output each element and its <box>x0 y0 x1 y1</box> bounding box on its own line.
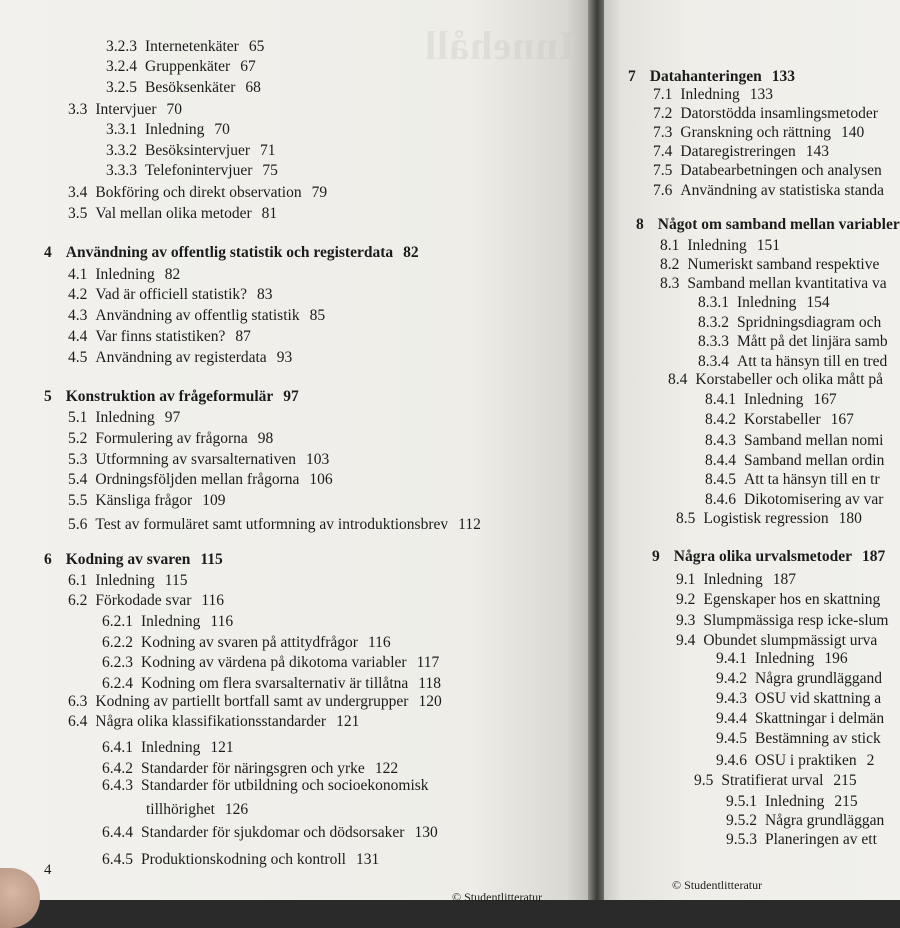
toc-entry-title: Bestämning av stick <box>755 730 881 747</box>
toc-entry-number: 5.3 <box>68 451 88 468</box>
toc-entry-page: 70 <box>166 101 182 118</box>
toc-entry-page: 120 <box>418 693 442 710</box>
toc-entry <box>106 79 261 97</box>
toc-entry-title: Utformning av svarsalternativen <box>95 451 296 468</box>
toc-entry-title: Inledning <box>744 391 804 408</box>
toc-entry <box>636 216 900 234</box>
toc-entry-number: 5.6 <box>68 516 88 533</box>
toc-entry <box>705 452 894 470</box>
toc-entry-title: Egenskaper hos en skattning <box>703 591 881 608</box>
toc-entry-number: 6.2.1 <box>102 613 133 630</box>
toc-entry <box>676 612 899 630</box>
toc-entry <box>102 824 438 842</box>
ghost-heading: Innehåll <box>424 23 575 68</box>
toc-entry-title: Datahanteringen <box>649 68 762 85</box>
toc-entry-page: 81 <box>261 205 278 222</box>
toc-entry-number: 9.5.2 <box>726 812 757 829</box>
toc-entry <box>653 105 888 123</box>
toc-entry-title: Att ta hänsyn till en tr <box>744 471 880 488</box>
toc-entry <box>68 492 225 510</box>
toc-entry-title: Inledning <box>737 294 797 311</box>
toc-entry-page: 115 <box>200 551 223 568</box>
toc-entry-title: Numeriskt samband respektive <box>687 256 880 273</box>
toc-entry-number: 6.2.4 <box>102 675 133 692</box>
footer-publisher: © Studentlitteratur <box>672 878 763 892</box>
toc-entry-title: Spridningsdiagram och <box>737 314 882 331</box>
toc-entry-page: 70 <box>214 121 230 138</box>
toc-entry-number: 8.1 <box>660 237 680 254</box>
toc-entry <box>694 772 857 790</box>
toc-entry-number: 6.4.3 <box>102 777 133 794</box>
toc-entry-title: Kodning om flera svarsalternativ är tillåtna <box>141 675 409 692</box>
toc-entry-number: 4.2 <box>68 286 88 303</box>
toc-entry-title: Slumpmässiga resp icke-slum <box>703 612 889 629</box>
toc-entry-number: 3.3.3 <box>106 162 137 179</box>
toc-entry-title: Dataregistreringen <box>680 143 796 160</box>
toc-entry-title: Standarder för näringsgren och yrke <box>141 760 365 777</box>
toc-entry-title: Samband mellan kvantitativa va <box>687 275 887 292</box>
toc-entry-page: 83 <box>257 286 273 303</box>
toc-entry <box>716 730 891 748</box>
toc-entry <box>68 451 329 469</box>
toc-entry <box>652 548 885 566</box>
toc-entry <box>660 275 897 293</box>
toc-entry-page: 187 <box>772 571 797 588</box>
toc-entry-page: 154 <box>806 294 830 311</box>
toc-entry-number: 7.2 <box>653 105 673 122</box>
toc-entry <box>628 68 795 86</box>
toc-entry-number: 8.4.5 <box>705 471 736 488</box>
toc-entry-title: Kodning av partiellt bortfall samt av undergrupper <box>95 693 409 710</box>
toc-entry <box>102 777 439 795</box>
toc-entry <box>716 690 891 708</box>
toc-entry-number: 9.4.2 <box>716 670 747 687</box>
toc-entry-page: 140 <box>841 124 865 141</box>
toc-entry-title: Inledning <box>703 571 763 588</box>
toc-entry-title: Kodning av svaren på attitydfrågor <box>141 634 358 651</box>
toc-entry-title: Korstabeller och olika mått på <box>695 371 884 388</box>
toc-entry-number: 9.4.6 <box>716 752 747 769</box>
toc-entry-number: 6.4.4 <box>102 824 133 841</box>
toc-entry <box>716 650 848 668</box>
toc-entry <box>68 693 442 711</box>
toc-entry-title: Inledning <box>95 266 155 283</box>
toc-entry-number: 5.4 <box>68 471 88 488</box>
toc-entry-number: 3.3 <box>68 101 88 118</box>
toc-entry-title: Inledning <box>680 86 740 103</box>
toc-entry <box>676 632 887 650</box>
toc-entry-number: 8.3 <box>660 275 680 292</box>
toc-entry-number: 6.4 <box>68 713 88 730</box>
toc-entry-title: Inledning <box>765 793 825 810</box>
toc-entry-title: Gruppenkäter <box>145 58 231 75</box>
toc-entry-title: Internetenkäter <box>145 38 239 55</box>
toc-entry-page: 79 <box>311 184 328 201</box>
toc-entry-number: 8.4 <box>668 371 688 388</box>
toc-entry-page: 97 <box>164 409 181 426</box>
toc-entry <box>102 760 398 778</box>
toc-entry-title: Samband mellan nomi <box>744 432 884 449</box>
toc-entry <box>106 121 230 139</box>
toc-entry-title: Samband mellan ordin <box>744 452 885 469</box>
toc-entry-page: 215 <box>834 793 858 810</box>
toc-entry-page: 112 <box>458 516 481 533</box>
toc-entry <box>68 516 481 534</box>
toc-entry <box>68 572 187 590</box>
toc-entry-page: 106 <box>309 471 333 488</box>
toc-entry <box>68 349 292 367</box>
toc-entry <box>68 266 180 284</box>
toc-entry-title: OSU i praktiken <box>755 752 857 769</box>
toc-entry-page: 122 <box>374 760 399 777</box>
toc-entry-number: 9.4.5 <box>716 730 747 747</box>
toc-entry <box>660 237 780 255</box>
toc-entry <box>44 244 419 262</box>
toc-entry-title: Logistisk regression <box>703 510 829 527</box>
toc-entry-number: 9.3 <box>676 612 696 629</box>
toc-entry-number: 3.3.1 <box>106 121 137 138</box>
toc-entry-page: 143 <box>805 143 829 160</box>
toc-entry-title: Konstruktion av frågeformulär <box>65 388 274 405</box>
toc-entry-title: Något om samband mellan variabler <box>657 216 900 233</box>
toc-entry-page: 167 <box>830 411 854 428</box>
toc-entry-page: 116 <box>367 634 391 651</box>
toc-entry-number: 8.3.2 <box>698 314 729 331</box>
toc-entry-number: 4.3 <box>68 307 88 324</box>
toc-entry-page: 71 <box>260 142 276 159</box>
toc-entry-title: Planeringen av ett <box>765 831 877 848</box>
toc-entry-title: Bokföring och direkt observation <box>95 184 302 201</box>
toc-entry-number: 9 <box>652 548 660 565</box>
toc-entry-title: Standarder för utbildning och socioekonomisk <box>141 777 429 794</box>
toc-entry-number: 9.4.1 <box>716 650 747 667</box>
toc-entry <box>68 471 333 489</box>
toc-entry <box>705 491 893 509</box>
toc-entry-page: 2 <box>866 752 875 769</box>
toc-entry-number: 8.4.4 <box>705 452 736 469</box>
toc-entry-page: 116 <box>210 613 234 630</box>
toc-entry-number: 3.2.4 <box>106 58 137 75</box>
toc-entry <box>653 124 864 142</box>
toc-entry-number: 7.3 <box>653 124 673 141</box>
toc-entry-title: Att ta hänsyn till en tred <box>737 353 888 370</box>
toc-entry <box>68 101 182 119</box>
toc-entry-title: Skattningar i delmän <box>755 710 885 727</box>
toc-entry <box>716 752 874 770</box>
toc-entry <box>698 314 891 332</box>
toc-entry-number: 9.5.1 <box>726 793 757 810</box>
toc-entry-number: 6.1 <box>68 572 88 589</box>
toc-entry-title: Vad är officiell statistik? <box>95 286 248 303</box>
toc-entry-title: Några olika urvalsmetoder <box>673 548 852 565</box>
footer-publisher: © Studentlitteratur <box>452 890 543 904</box>
toc-entry-title: Standarder för sjukdomar och dödsorsaker <box>141 824 405 841</box>
toc-entry <box>68 328 251 346</box>
toc-entry-page: 215 <box>833 772 857 789</box>
toc-entry-page: 85 <box>309 307 326 324</box>
toc-entry-title: Obundet slumpmässigt urva <box>703 632 878 649</box>
toc-entry-title: Dikotomisering av var <box>744 491 884 508</box>
toc-entry-number: 8.4.3 <box>705 432 736 449</box>
toc-entry-number: 9.4.4 <box>716 710 747 727</box>
toc-entry-title: Telefonintervjuer <box>145 162 253 179</box>
toc-entry-page: 103 <box>305 451 330 468</box>
toc-entry-title: Inledning <box>95 572 155 589</box>
toc-entry-page: 82 <box>403 244 419 261</box>
toc-entry <box>716 670 892 688</box>
toc-entry-number: 6.4.5 <box>102 851 133 868</box>
toc-entry-page: 187 <box>861 548 886 565</box>
toc-entry-title: Inledning <box>95 409 155 426</box>
toc-entry-title: Formulering av frågorna <box>95 430 248 447</box>
toc-entry-title: Databearbetningen och analysen <box>680 162 882 179</box>
toc-entry <box>705 471 890 489</box>
toc-entry-number: 3.2.5 <box>106 79 137 96</box>
toc-entry-number: 5 <box>44 388 52 405</box>
toc-entry <box>146 801 248 819</box>
toc-entry-number: 6.4.1 <box>102 739 133 756</box>
toc-entry-page: 130 <box>414 824 438 841</box>
toc-entry <box>102 613 233 631</box>
toc-entry <box>102 634 391 652</box>
toc-entry <box>676 510 862 528</box>
toc-entry <box>68 409 180 427</box>
toc-entry-title: Inledning <box>141 739 201 756</box>
toc-entry-number: 7.5 <box>653 162 673 179</box>
toc-entry-number: 7.4 <box>653 143 673 160</box>
toc-entry <box>102 654 439 672</box>
toc-entry-page: 117 <box>416 654 440 671</box>
toc-entry <box>102 675 441 693</box>
toc-entry-title: Korstabeller <box>744 411 821 428</box>
toc-entry-number: 3.2.3 <box>106 38 137 55</box>
toc-entry-title: Val mellan olika metoder <box>95 205 252 222</box>
toc-entry-title: Besöksenkäter <box>145 79 236 96</box>
toc-entry-number: 3.4 <box>68 184 88 201</box>
toc-entry-title: Datorstödda insamlingsmetoder <box>680 105 878 122</box>
toc-entry-page: 67 <box>240 58 256 75</box>
toc-entry-title: Inledning <box>755 650 815 667</box>
toc-entry <box>653 182 894 200</box>
toc-entry <box>698 353 897 371</box>
toc-entry-number: 7.6 <box>653 182 673 199</box>
toc-entry <box>102 739 234 757</box>
toc-entry <box>726 831 887 849</box>
toc-entry-number: 6 <box>44 551 52 568</box>
toc-entry-number: 9.5.3 <box>726 831 757 848</box>
toc-entry-page: 116 <box>201 592 225 609</box>
toc-entry-page: 151 <box>756 237 781 254</box>
toc-entry-number: 4.5 <box>68 349 88 366</box>
toc-entry <box>698 333 898 351</box>
toc-entry-number: 9.4.3 <box>716 690 747 707</box>
toc-entry <box>698 294 830 312</box>
toc-entry-number: 7 <box>628 68 636 85</box>
toc-entry-number: 8.3.1 <box>698 294 729 311</box>
toc-entry-page: 87 <box>235 328 251 345</box>
toc-entry <box>726 793 858 811</box>
toc-entry <box>676 571 796 589</box>
toc-entry <box>68 286 273 304</box>
toc-entry-title: Användning av statistiska standa <box>680 182 884 199</box>
toc-entry-title: Test av formuläret samt utformning av introduktionsbrev <box>95 516 449 533</box>
toc-entry-page: 115 <box>164 572 188 589</box>
toc-entry-title: Produktionskodning och kontroll <box>141 851 346 868</box>
toc-entry-number: 8.4.1 <box>705 391 736 408</box>
toc-entry-number: 5.5 <box>68 492 88 509</box>
toc-entry <box>106 162 278 180</box>
toc-entry-title: Användning av offentlig statistik och registerdata <box>65 244 394 261</box>
toc-entry-page: 93 <box>276 349 293 366</box>
toc-entry <box>44 551 223 569</box>
toc-entry-title: Inledning <box>141 613 201 630</box>
toc-entry-page: 68 <box>245 79 261 96</box>
toc-entry-title: Ordningsföljden mellan frågorna <box>95 471 300 488</box>
toc-entry <box>653 162 892 180</box>
toc-entry-number: 8.5 <box>676 510 696 527</box>
toc-entry <box>102 851 379 869</box>
toc-entry-page: 121 <box>336 713 360 730</box>
toc-entry-number: 4.4 <box>68 328 88 345</box>
toc-entry-title: Kodning av svaren <box>65 551 191 568</box>
toc-entry-page: 133 <box>749 86 774 103</box>
toc-entry <box>68 307 325 325</box>
toc-entry-title: tillhörighet <box>146 801 215 818</box>
toc-entry-title: Känsliga frågor <box>95 492 193 509</box>
toc-entry-number: 3.3.2 <box>106 142 137 159</box>
toc-entry <box>668 371 893 389</box>
toc-entry-number: 8.3.3 <box>698 333 729 350</box>
toc-entry-number: 3.5 <box>68 205 88 222</box>
toc-entry <box>68 713 359 731</box>
toc-entry <box>68 592 224 610</box>
toc-entry-page: 82 <box>164 266 181 283</box>
toc-entry-number: 7.1 <box>653 86 673 103</box>
toc-entry-page: 121 <box>210 739 234 756</box>
toc-entry-page: 65 <box>248 38 265 55</box>
toc-entry-title: Kodning av värdena på dikotoma variabler <box>141 654 407 671</box>
toc-entry <box>705 432 893 450</box>
toc-entry-title: Några olika klassifikationsstandarder <box>95 713 327 730</box>
toc-entry <box>106 142 276 160</box>
toc-entry-number: 9.5 <box>694 772 714 789</box>
toc-entry-page: 126 <box>224 801 249 818</box>
toc-entry-title: Några grundläggan <box>765 812 885 829</box>
toc-entry-number: 6.2 <box>68 592 88 609</box>
toc-entry-title: Några grundläggand <box>755 670 882 687</box>
toc-entry <box>676 591 890 609</box>
toc-entry <box>68 205 277 223</box>
toc-entry-number: 9.4 <box>676 632 696 649</box>
toc-entry-number: 8.3.4 <box>698 353 729 370</box>
toc-entry-page: 131 <box>355 851 380 868</box>
toc-entry-number: 6.2.2 <box>102 634 133 651</box>
toc-entry-number: 8.4.2 <box>705 411 736 428</box>
toc-entry-number: 4 <box>44 244 52 261</box>
toc-entry <box>726 812 894 830</box>
toc-entry-page: 98 <box>257 430 274 447</box>
toc-entry <box>660 256 889 274</box>
toc-entry-title: Granskning och rättning <box>680 124 832 141</box>
toc-entry <box>106 58 256 76</box>
toc-entry-title: Inledning <box>145 121 205 138</box>
toc-entry-number: 6.2.3 <box>102 654 133 671</box>
toc-entry-number: 6.4.2 <box>102 760 133 777</box>
toc-entry-number: 8 <box>636 216 644 233</box>
toc-entry-title: Var finns statistiken? <box>95 328 226 345</box>
toc-entry-number: 4.1 <box>68 266 88 283</box>
toc-entry-page: 109 <box>202 492 226 509</box>
toc-entry-title: Mått på det linjära samb <box>737 333 888 350</box>
toc-entry-title: Användning av offentlig statistik <box>95 307 300 324</box>
toc-entry-number: 5.1 <box>68 409 88 426</box>
toc-entry-title: Förkodade svar <box>95 592 192 609</box>
toc-entry-number: 9.1 <box>676 571 696 588</box>
toc-entry-title: Besöksintervjuer <box>145 142 251 159</box>
toc-entry-number: 9.2 <box>676 591 696 608</box>
toc-entry <box>653 86 773 104</box>
page-number: 4 <box>44 862 52 878</box>
toc-entry <box>44 388 299 406</box>
toc-entry <box>705 391 837 409</box>
toc-entry-page: 133 <box>771 68 795 85</box>
toc-entry <box>705 411 854 429</box>
toc-entry <box>68 430 273 448</box>
toc-entry-title: OSU vid skattning a <box>755 690 882 707</box>
toc-entry-number: 8.2 <box>660 256 680 273</box>
toc-entry <box>653 143 829 161</box>
toc-entry-title: Användning av registerdata <box>95 349 267 366</box>
toc-entry-page: 75 <box>262 162 278 179</box>
toc-entry-number: 8.4.6 <box>705 491 736 508</box>
toc-entry-page: 97 <box>283 388 299 405</box>
toc-entry-title: Stratifierat urval <box>721 772 824 789</box>
toc-entry <box>68 184 327 202</box>
toc-entry-page: 196 <box>824 650 848 667</box>
toc-entry-number: 5.2 <box>68 430 88 447</box>
toc-entry-page: 167 <box>813 391 837 408</box>
toc-entry <box>106 38 264 56</box>
toc-entry-number: 6.3 <box>68 693 88 710</box>
toc-entry-page: 180 <box>838 510 862 527</box>
toc-entry-page: 118 <box>418 675 441 692</box>
toc-entry-title: Intervjuer <box>95 101 157 118</box>
toc-entry <box>716 710 894 728</box>
toc-entry-title: Inledning <box>687 237 747 254</box>
